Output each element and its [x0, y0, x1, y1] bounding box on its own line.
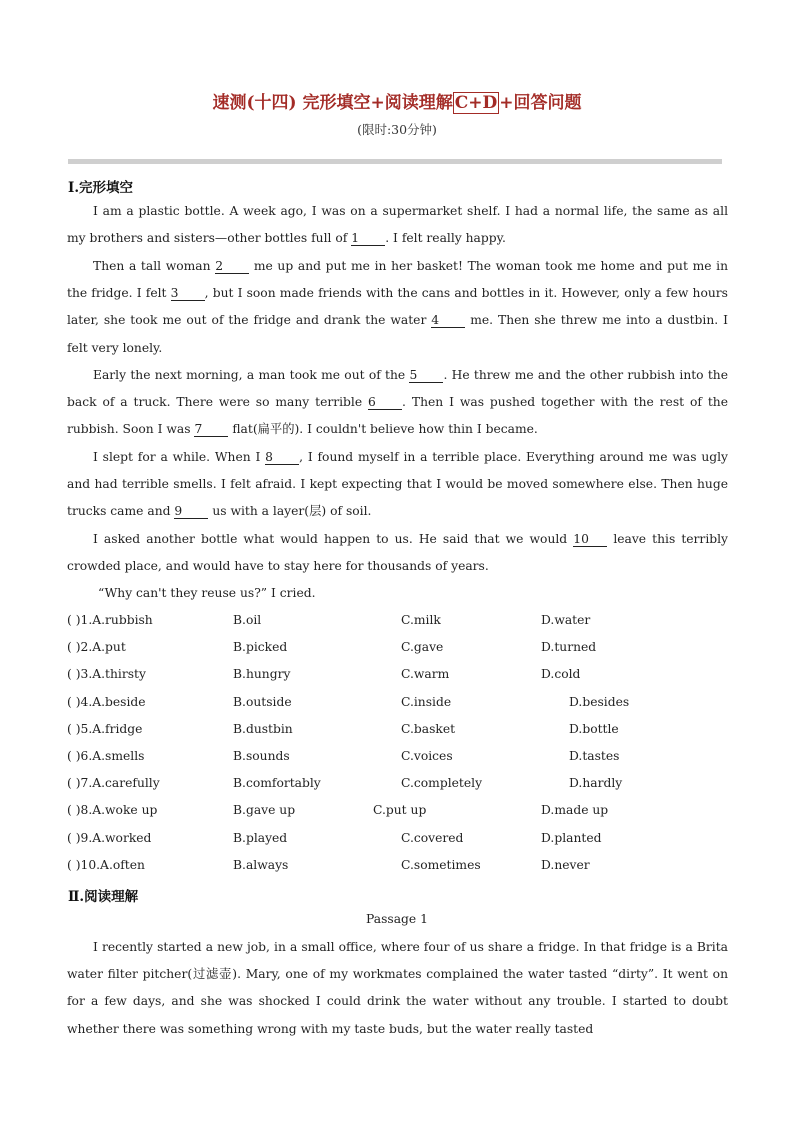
page-title: [0, 88, 794, 113]
paragraph-text: . I felt really happy.: [385, 231, 506, 246]
question-row: [67, 776, 747, 796]
option-d: D.tastes: [569, 749, 620, 763]
passage-title: Passage 1: [366, 912, 428, 926]
paragraph-text: I am a plastic bottle. A week ago, I was on a supermarket shelf. I had a normal life, the same as all my brothers and sisters—other bottles full of: [67, 204, 728, 246]
option-c: C.warm: [401, 667, 450, 682]
cloze-blank-5: 5: [409, 368, 443, 383]
cloze-blank-8: 8: [265, 450, 299, 465]
cloze-blank-3: 3: [171, 286, 205, 301]
option-d: D.turned: [541, 640, 597, 655]
question-stem: ( )1.A.rubbish: [67, 613, 153, 627]
title-text-end: +回答问题: [499, 93, 582, 113]
question-stem: ( )8.A.woke up: [67, 803, 158, 818]
paragraph-text: Early the next morning, a man took me out of the: [93, 368, 410, 382]
option-d: D.hardly: [569, 776, 623, 791]
option-d: D.planted: [541, 830, 602, 845]
option-d: D.cold: [541, 667, 581, 682]
title-boxed-text: C+D: [454, 93, 498, 113]
question-stem: ( )10.A.often: [67, 857, 145, 872]
paragraph-text: leave this terribly crowded place, and would have to stay here for thousands of years.: [67, 532, 728, 574]
paragraph-text: Then a tall woman: [93, 259, 216, 273]
option-d: D.besides: [569, 694, 630, 709]
cloze-blank-2: 2: [215, 259, 249, 274]
paragraph-text: me. Then she threw me into a dustbin. I felt very lonely.: [67, 313, 728, 355]
option-b: B.comfortably: [233, 776, 321, 791]
option-b: B.played: [233, 830, 288, 845]
paragraph-text: us with a layer(层) of soil.: [208, 504, 372, 519]
question-row: [67, 749, 747, 769]
option-d: D.bottle: [569, 721, 619, 736]
question-row: [67, 667, 747, 687]
question-stem: ( )3.A.thirsty: [67, 667, 146, 682]
paragraph-text: . Then I was pushed together with the rest of the rubbish. Soon I was: [67, 395, 728, 437]
question-stem: ( )5.A.fridge: [67, 721, 143, 736]
reading-text: I recently started a new job, in a small office, where four of us share a fridge. In that fridge is a Brita water filter pitcher(过滤壶). Mary, one of my workmates complained the water tasted “dirty”. It went on for a few days, and she was shocked I could drink the water without any trouble. I started to doubt whether there was something wrong with my taste buds, but the water really tasted: [67, 940, 728, 1036]
question-stem: ( )2.A.put: [67, 640, 126, 655]
option-b: B.dustbin: [233, 721, 293, 736]
question-row: [67, 640, 747, 660]
question-stem: ( )9.A.worked: [67, 830, 152, 845]
cloze-paragraph: [67, 362, 728, 444]
option-c: C.completely: [401, 776, 483, 791]
option-b: B.outside: [233, 694, 292, 709]
paragraph-text: I slept for a while. When I: [93, 450, 266, 464]
cloze-paragraph: [67, 253, 728, 362]
option-b: B.always: [233, 857, 289, 872]
question-row: [67, 831, 747, 851]
paragraph-text: , I found myself in a terrible place. Everything around me was ugly and had terrible smells. I felt afraid. I kept expecting that I would be moved somewhere else. Then huge trucks came and: [67, 450, 728, 519]
cloze-paragraph: [67, 198, 728, 252]
option-b: B.hungry: [233, 667, 291, 682]
cloze-blank-1: 1: [351, 231, 385, 246]
option-c: C.voices: [401, 749, 453, 763]
option-c: C.inside: [401, 694, 452, 709]
question-row: [67, 858, 747, 878]
option-b: B.gave up: [233, 803, 296, 818]
cloze-blank-10: 10: [573, 532, 607, 547]
section-heading-cloze: Ⅰ.完形填空: [68, 180, 134, 196]
paragraph-text: flat(扁平的). I couldn't believe how thin I became.: [228, 422, 538, 437]
paragraph-text: I asked another bottle what would happen to us. He said that we would: [93, 532, 574, 546]
option-c: C.sometimes: [401, 857, 481, 872]
section-heading-reading: Ⅱ.阅读理解: [68, 889, 139, 905]
option-c: C.gave: [401, 640, 444, 655]
option-c: C.basket: [401, 721, 456, 736]
option-c: C.covered: [401, 830, 464, 845]
option-c: C.put up: [373, 803, 427, 818]
reading-paragraph: [67, 934, 728, 1043]
paragraph-text: , but I soon made friends with the cans and bottles in it. However, only a few hours later, she took me out of the fridge and drank the water: [67, 286, 728, 328]
divider: [68, 159, 722, 164]
option-d: D.made up: [541, 803, 609, 818]
cloze-blank-9: 9: [174, 504, 208, 519]
question-row: [67, 803, 747, 823]
option-b: B.oil: [233, 613, 262, 627]
question-row: [67, 722, 747, 742]
cloze-blank-4: 4: [431, 313, 465, 328]
question-stem: ( )6.A.smells: [67, 749, 145, 763]
question-row: [67, 613, 747, 633]
cloze-blank-6: 6: [368, 395, 402, 410]
question-row: [67, 695, 747, 715]
title-text: 速测(十四) 完形填空+阅读理解: [212, 93, 453, 113]
option-c: C.milk: [401, 613, 441, 627]
cloze-paragraph: [67, 526, 728, 580]
option-d: D.water: [541, 613, 591, 627]
option-d: D.never: [541, 857, 590, 872]
option-b: B.picked: [233, 640, 288, 655]
cloze-blank-7: 7: [194, 422, 228, 437]
option-b: B.sounds: [233, 749, 290, 763]
paragraph-text: . He threw me and the other rubbish into the back of a truck. There were so many terrible: [67, 368, 728, 410]
time-limit: (限时:30分钟): [357, 122, 437, 137]
question-stem: ( )7.A.carefully: [67, 776, 160, 791]
question-stem: ( )4.A.beside: [67, 694, 146, 709]
dialog-line: “Why can't they reuse us?” I cried.: [98, 586, 316, 600]
cloze-paragraph: [67, 444, 728, 526]
paragraph-text: me up and put me in her basket! The woman took me home and put me in the fridge. I felt: [67, 259, 728, 301]
